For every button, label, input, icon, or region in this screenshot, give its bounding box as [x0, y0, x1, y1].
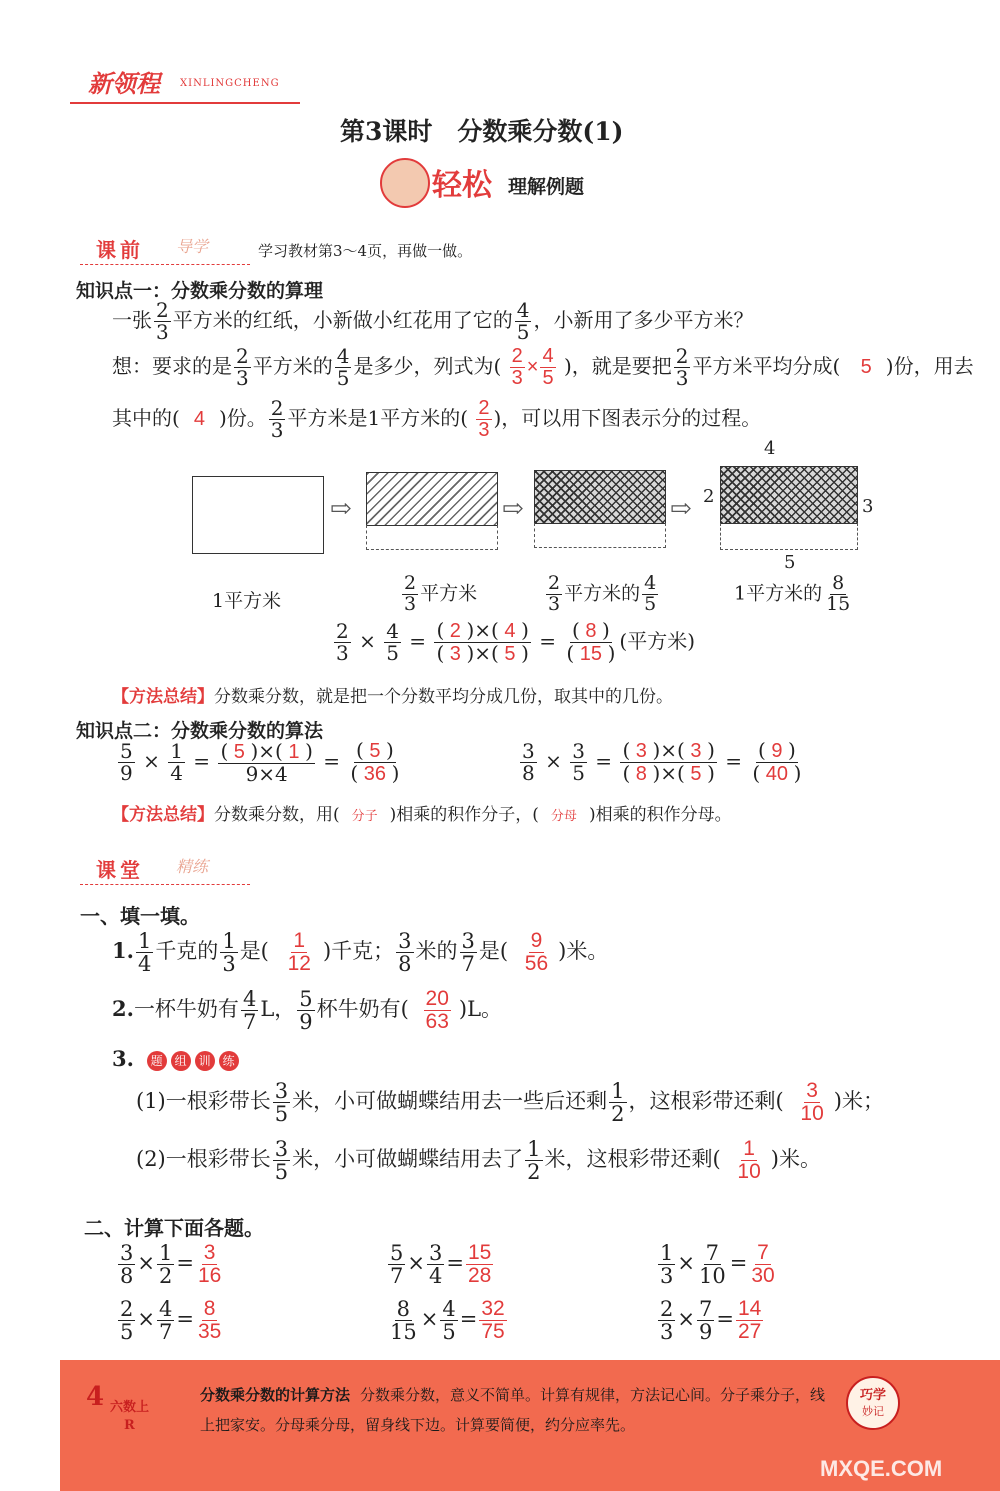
diagram-third-dashed — [534, 523, 666, 548]
caption-2: $\frac{2}{3}$ 平方米 — [404, 572, 478, 615]
method2: 【方法总结】分数乘分数，用( 分子 )相乘的积作分子，( 分母 )相乘的积作分母。 — [112, 805, 732, 825]
calc-5: $\frac{8}{15}$ × $\frac{4}{5}$ = $\frac{32}{75}$ — [390, 1297, 505, 1345]
diagram-grid-dashed — [720, 523, 858, 550]
calc-2: $\frac{5}{7}$ × $\frac{3}{4}$ = $\frac{15}{28}$ — [390, 1241, 492, 1289]
footer-badge — [846, 1376, 900, 1430]
calc-6: $\frac{2}{3}$ × $\frac{7}{9}$ = $\frac{14}{27}$ — [660, 1297, 762, 1345]
pre-class-tab: 课前 — [96, 238, 144, 262]
kp1-think: 想：要求的是 $\frac{2}{3}$ 平方米的 $\frac{4}{5}$ 是多少，列式为( $\frac{2}{3}$ × $\frac{4}{5}$ )，就是要把 $\frac{2}{3}$ 平方米平均分成( 5 )份，用去 — [112, 344, 974, 390]
answer-parts: 5 — [860, 356, 872, 378]
kp2-eq2: $\frac{3}{8}$ × $\frac{3}{5}$ = $\frac{( 3 )\times( 3 )}{( 8 )\times( 5 )}$ = $\frac{( 9 )}{( 40 )}$ — [522, 738, 802, 785]
footer-tip — [200, 1380, 840, 1440]
arrow-icon: ⇨ — [502, 494, 524, 524]
lesson-title: 第3课时 分数乘分数(1) — [340, 117, 624, 146]
footer-edition: R — [124, 1418, 135, 1433]
q3-badge: 题 组 训 练 — [147, 1051, 239, 1071]
kp1-think2: 其中的( 4 )份。 $\frac{2}{3}$ 平方米是1平方米的( $\frac{2}{3}$ )，可以用下图表示分的过程。 — [112, 396, 762, 442]
pre-class-note: 学习教材第3～4页，再做一做。 — [258, 242, 473, 260]
answer-take: 4 — [193, 408, 205, 430]
footer-tip-title: 分数乘分数的计算方法 — [200, 1386, 351, 1404]
calc-3: $\frac{1}{3}$ × $\frac{7}{10}$ = $\frac{7}{30}$ — [660, 1241, 775, 1289]
footer-grade: 六数上 — [110, 1400, 150, 1415]
footer-tip-text: 分数乘分数，意义不简单。计算有规律，方法记心间。分子乘分子，线上把家安。分母乘分母，留身线下边。计算要简便，约分应率先。 — [200, 1386, 826, 1434]
brand-pinyin: XINLINGCHENG — [180, 78, 280, 89]
caption-3: $\frac{2}{3}$ 平方米的 $\frac{4}{5}$ — [548, 572, 657, 615]
in-class-header — [80, 852, 250, 885]
q3-2: (2)一根彩带长 $\frac{3}{5}$ 米，小可做蝴蝶结用去了 $\frac{1}{2}$ 米，这根彩带还剩( $\frac{1}{10}$ )米。 — [136, 1137, 821, 1185]
diagram-two-thirds — [366, 472, 498, 526]
pre-class-sub: 导学 — [176, 237, 209, 256]
brand-name: 新领程 — [88, 69, 160, 98]
footer-badge-text2: 妙记 — [862, 1405, 884, 1418]
q1: 1. $\frac{1}{4}$ 千克的 $\frac{1}{3}$ 是( $\frac{1}{12}$ )千克； $\frac{3}{8}$ 米的 $\frac{3}{7}$ 是( $\frac{9}{56}$ )米。 — [112, 929, 609, 977]
kp2-title: 知识点二：分数乘分数的算法 — [76, 720, 324, 742]
page-number: 4 — [86, 1382, 105, 1412]
watermark: MXQE.COM — [820, 1456, 943, 1481]
caption-1: 1平方米 — [212, 590, 282, 612]
diagram-grid — [720, 466, 858, 524]
q3-1: (1)一根彩带长 $\frac{3}{5}$ 米，小可做蝴蝶结用去一些后还剩 $\frac{1}{2}$ ，这根彩带还剩( $\frac{3}{10}$ )米； — [136, 1079, 884, 1127]
part2-title: 二、计算下面各题。 — [84, 1216, 264, 1240]
part1-title: 一、填一填。 — [80, 904, 200, 928]
caption-4: 1平方米的 $\frac{8}{15}$ — [734, 572, 851, 615]
kp1-equation: $\frac{2}{3}$ × $\frac{4}{5}$ = $\frac{( 2 )\times( 4 )}{( 3 )\times( 5 )}$ = $\frac{( 8 )}{( 15 )}$ (平方米) — [336, 618, 696, 665]
method1: 【方法总结】分数乘分数，就是把一个分数平均分成几份，取其中的几份。 — [112, 687, 673, 707]
banner-big: 轻松 — [432, 168, 492, 203]
diagram-third-dashed — [366, 525, 498, 550]
q3: 3. 题 组 训 练 — [112, 1046, 239, 1071]
arrow-icon: ⇨ — [670, 494, 692, 524]
footer-badge-text: 巧学 — [859, 1388, 886, 1403]
mascot-icon — [380, 158, 430, 208]
q2: 2.一杯牛奶有 $\frac{4}{7}$ L， $\frac{5}{9}$ 杯牛奶有( $\frac{20}{63}$ )L。 — [112, 987, 503, 1035]
in-class-sub: 精练 — [176, 857, 209, 876]
banner — [380, 158, 620, 210]
diagram-whole — [192, 476, 324, 554]
in-class-tab: 课堂 — [96, 858, 144, 882]
label-right: 3 — [862, 496, 874, 517]
label-left: 2 — [703, 486, 715, 507]
pre-class-header — [80, 232, 250, 265]
brand-logo — [70, 62, 300, 104]
calc-4: $\frac{2}{5}$ × $\frac{4}{7}$ = $\frac{8}{35}$ — [120, 1297, 222, 1345]
calc-1: $\frac{3}{8}$ × $\frac{1}{2}$ = $\frac{3}{16}$ — [120, 1241, 222, 1289]
kp2-eq1: $\frac{5}{9}$ × $\frac{1}{4}$ = $\frac{( 5 )\times( 1 )}{9\times 4}$ = $\frac{( 5 )}{( 36 )}$ — [120, 738, 400, 786]
label-bottom: 5 — [784, 552, 796, 573]
label-top: 4 — [764, 438, 776, 459]
arrow-icon: ⇨ — [330, 494, 352, 524]
kp1-problem: 一张 $\frac{2}{3}$ 平方米的红纸，小新做小红花用了它的 $\frac{4}{5}$ ，小新用了多少平方米？ — [112, 298, 754, 344]
kp1-title: 知识点一：分数乘分数的算理 — [76, 280, 324, 302]
diagram-crosshatch — [534, 470, 666, 524]
banner-small: 理解例题 — [508, 176, 585, 198]
